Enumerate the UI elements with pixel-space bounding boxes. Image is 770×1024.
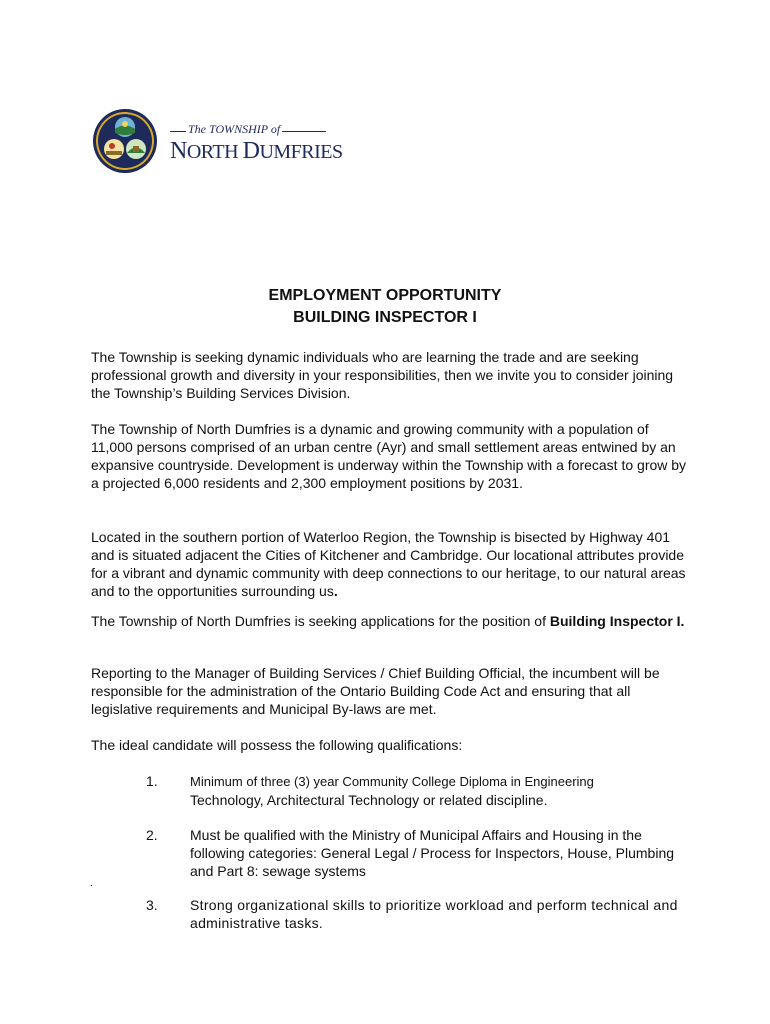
heading-position: BUILDING INSPECTOR I <box>293 309 477 326</box>
qualification-1-text: Minimum of three (3) year Community College Diploma in Engineering Technology, Architectural Technology or related discipline. <box>190 774 594 808</box>
applications-paragraph: The Township of North Dumfries is seeking applications for the position of Building Inspector I. <box>91 613 685 629</box>
logo-small-text: The TOWNSHIP of <box>188 122 281 136</box>
qualification-1-number: 1. <box>146 773 158 789</box>
qualification-2-number: 2. <box>146 827 158 843</box>
reporting-paragraph: Reporting to the Manager of Building Services / Chief Building Official, the incumbent will be responsible for the administration of the Ontario Building Code Act and ensuring that all legislative requirements and Municipal By-laws are met. <box>91 665 660 717</box>
stray-mark: . <box>90 878 93 889</box>
heading-title: EMPLOYMENT OPPORTUNITY <box>268 287 502 304</box>
qualification-3-number: 3. <box>146 897 158 913</box>
logo-rule-right <box>282 131 326 132</box>
intro-paragraph: The Township is seeking dynamic individuals who are learning the trade and are seeking professional growth and diversity in your responsibilities, then we invite you to consider joining the Township’s Building Services Division. <box>91 349 674 401</box>
township-logo <box>92 108 342 178</box>
logo-big-text: NORTH DUMFRIES <box>170 138 343 164</box>
qualifications-intro: The ideal candidate will possess the following qualifications: <box>91 737 463 753</box>
community-paragraph: The Township of North Dumfries is a dynamic and growing community with a population of 11,000 persons comprised of an urban centre (Ayr) and small settlement areas entwined by an expansive countryside. Development is underway within the Township with a forecast to grow by a projected 6,000 residents and 2,300 employment positions by 2031. <box>91 421 687 491</box>
qualification-3-text: Strong organizational skills to prioritize workload and perform technical and administrative tasks. <box>190 897 678 931</box>
location-paragraph: Located in the southern portion of Waterloo Region, the Township is bisected by Highway 401 and is situated adjacent the Cities of Kitchener and Cambridge. Our locational attributes provide for a vibrant and dynamic community with deep connections to our heritage, to our natural areas and to the opportunities surrounding us. <box>91 529 686 599</box>
logo-wordmark <box>170 120 343 170</box>
logo-rule-left <box>170 131 186 132</box>
qualification-2-text: Must be qualified with the Ministry of Municipal Affairs and Housing in the following categories: General Legal / Process for Inspectors, House, Plumbing and Part 8: sewage systems <box>190 827 675 879</box>
township-seal-icon <box>92 108 158 174</box>
